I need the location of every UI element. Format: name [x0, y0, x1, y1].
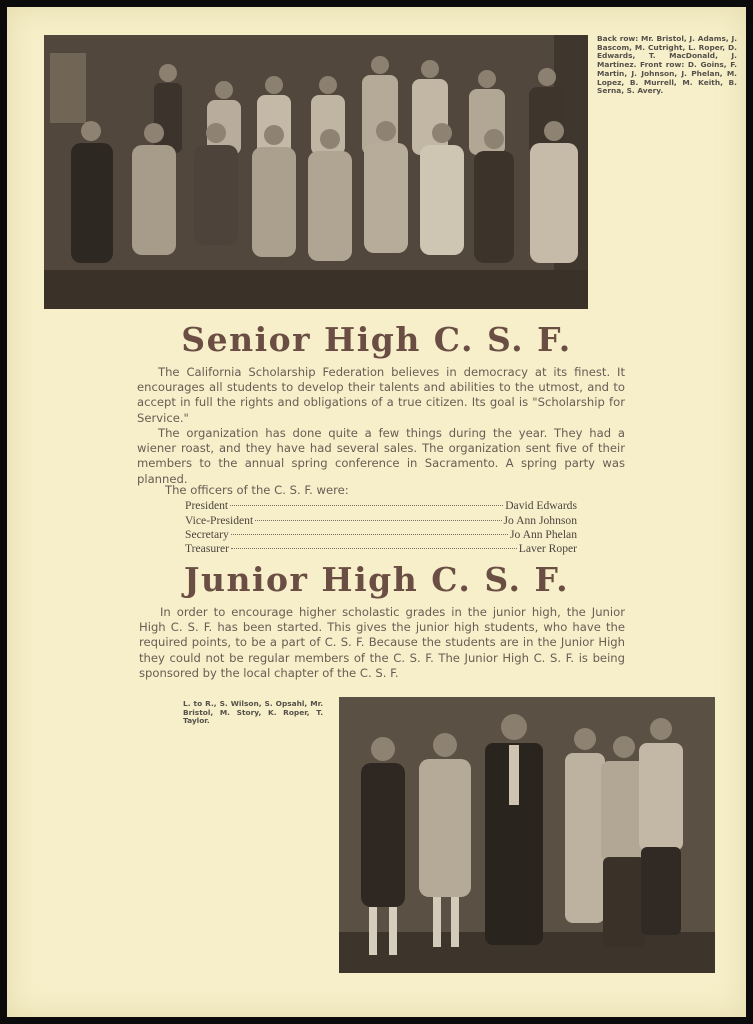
junior-group-photo — [339, 697, 715, 973]
yearbook-page — [7, 7, 746, 1017]
officer-name: Jo Ann Johnson — [503, 514, 577, 527]
senior-group-photo-figures — [44, 35, 588, 309]
leader-dots — [255, 520, 501, 521]
senior-paragraph-1: The California Scholarship Federation believes in democracy at its finest. It encourages all students to develop their talents and abilities to the utmost, and to accept in full the rights and obligations of a true citizen. Its goal is "Scholarship for Service." — [137, 365, 625, 425]
senior-paragraph-2: The organization has done quite a few things during the year. They had a wiener roast, and they have had several sales. The organization sent five of their members to the annual spring conference in Sacramento. A spring party was planned. — [137, 426, 625, 486]
officer-role: Vice-President — [185, 514, 254, 527]
senior-group-photo — [44, 35, 588, 309]
officer-row — [185, 528, 577, 542]
officers-intro: The officers of the C. S. F. were: — [165, 483, 349, 497]
officer-row — [185, 542, 577, 556]
senior-photo-caption: Back row: Mr. Bristol, J. Adams, J. Bascom, M. Cutright, L. Roper, D. Edwards, T. MacDonald, J. Martinez. Front row: D. Goins, F. Martin, J. Johnson, J. Phelan, M. Lopez, B. Murrell, M. Keith, B. Serna, S. Avery. — [597, 34, 737, 96]
officer-name: Jo Ann Phelan — [510, 528, 577, 541]
officer-row — [185, 514, 577, 528]
officer-role: Treasurer — [185, 542, 230, 555]
junior-group-photo-figures — [339, 697, 715, 973]
officer-row — [185, 499, 577, 513]
leader-dots — [231, 548, 517, 549]
leader-dots — [231, 534, 508, 535]
officer-role: President — [185, 499, 229, 512]
officer-name: David Edwards — [505, 499, 577, 512]
officer-role: Secretary — [185, 528, 229, 541]
junior-heading: Junior High C. S. F. — [183, 560, 570, 599]
junior-paragraph: In order to encourage higher scholastic grades in the junior high, the Junior High C. S. F. has been started. This gives the junior high students, who have the required points, to be a part of C. S. F. Because the students are in the Junior High they could not be regular members of the C. S. F. The Junior High C. S. F. is being sponsored by the local chapter of the C. S. F. — [139, 605, 625, 680]
leader-dots — [230, 505, 503, 506]
officer-name: Laver Roper — [518, 542, 577, 555]
senior-heading: Senior High C. S. F. — [181, 320, 572, 359]
junior-photo-caption: L. to R., S. Wilson, S. Opsahl, Mr. Bristol, M. Story, K. Roper, T. Taylor. — [183, 699, 323, 726]
